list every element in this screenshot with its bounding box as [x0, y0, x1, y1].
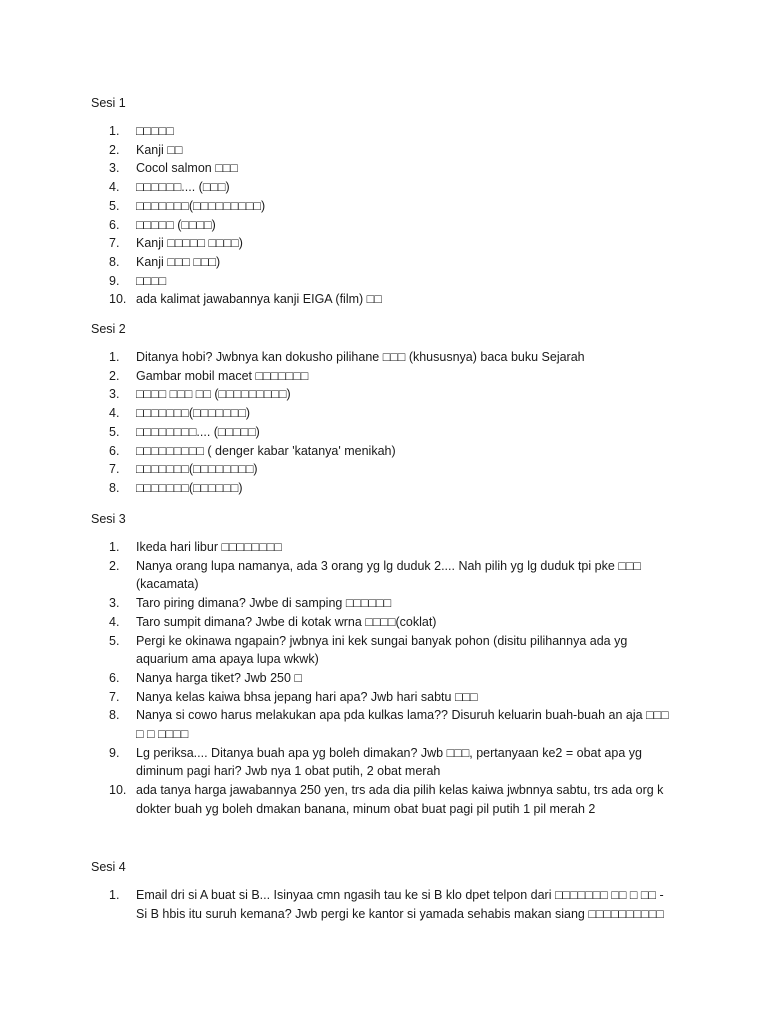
item-number: 1.: [109, 350, 120, 364]
item-text: ada kalimat jawabannya kanji EIGA (film) □□: [136, 292, 382, 307]
list-item: [0, 594, 676, 613]
item-text: Gambar mobil macet □□□□□□□: [136, 368, 309, 383]
item-number: 1.: [109, 888, 120, 902]
item-text: Email dri si A buat si B... Isinyaa cmn ngasih tau ke si B klo dpet telpon dari □□□□□□□ □□ □ □□ - Si B hbis itu suruh kemana? Jwb pergi ke kantor si yamada sehabis makan siang □□□□□□□□□□: [136, 888, 664, 921]
item-number: 2.: [109, 558, 120, 573]
question-list-sesi-3: [0, 538, 676, 819]
item-text: ada tanya harga jawabannya 250 yen, trs ada dia pilih kelas kaiwa jwbnnya sabtu, trs ada org k dokter buah yg boleh dmakan banana, minum obat buat pagi pil putih 1 pil merah 2: [136, 783, 664, 816]
list-item: [0, 538, 676, 557]
list-item: [0, 141, 676, 160]
question-list-sesi-2: [0, 348, 676, 498]
list-item: [0, 348, 676, 367]
item-text: Ditanya hobi? Jwbnya kan dokusho pilihane □□□ (khususnya) baca buku Sejarah: [136, 350, 585, 364]
question-list-sesi-4: [0, 886, 676, 923]
item-text: □□□□□□.... (□□□): [136, 180, 230, 195]
item-number: 8.: [109, 254, 120, 269]
item-number: 8.: [109, 480, 120, 495]
item-text: Cocol salmon □□□: [136, 161, 238, 176]
item-text: Nanya orang lupa namanya, ada 3 orang yg lg duduk 2.... Nah pilih yg lg duduk tpi pke □□□ (kacamata): [136, 558, 641, 592]
list-item: [0, 159, 676, 178]
item-number: 3.: [109, 387, 120, 402]
item-number: 4.: [109, 406, 120, 421]
item-text: □□□□□: [136, 124, 174, 138]
list-item: [0, 290, 676, 309]
item-number: 7.: [109, 689, 120, 704]
section-title-sesi-2: Sesi 2: [91, 322, 126, 336]
item-number: 1.: [109, 540, 120, 554]
list-item: [0, 442, 676, 461]
item-number: 7.: [109, 236, 120, 251]
item-number: 5.: [109, 633, 120, 648]
section-title-sesi-3: Sesi 3: [91, 512, 126, 526]
list-item: [0, 744, 676, 781]
item-number: 4.: [109, 180, 120, 195]
list-item: [0, 688, 676, 707]
list-item: [0, 557, 676, 594]
item-number: 8.: [109, 708, 120, 723]
list-item: [0, 122, 676, 141]
list-item: [0, 253, 676, 272]
item-text: Nanya harga tiket? Jwb 250 □: [136, 670, 302, 685]
list-item: [0, 886, 676, 923]
list-item: [0, 781, 676, 818]
item-text: Nanya kelas kaiwa bhsa jepang hari apa? Jwb hari sabtu □□□: [136, 689, 478, 704]
item-text: □□□□□ (□□□□): [136, 217, 216, 232]
item-number: 6.: [109, 670, 120, 685]
item-text: □□□□□□□□□ ( denger kabar 'katanya' menikah): [136, 443, 396, 458]
item-text: Taro sumpit dimana? Jwbe di kotak wrna □□□□(coklat): [136, 614, 437, 629]
item-number: 1.: [109, 124, 120, 138]
item-number: 2.: [109, 368, 120, 383]
item-text: Kanji □□□ □□□): [136, 254, 221, 269]
item-text: □□□□: [136, 273, 167, 288]
item-number: 10.: [109, 292, 127, 307]
item-text: Kanji □□: [136, 142, 183, 157]
item-number: 5.: [109, 424, 120, 439]
list-item: [0, 234, 676, 253]
item-text: □□□□□□□(□□□□□□): [136, 480, 243, 495]
item-number: 3.: [109, 161, 120, 176]
item-text: □□□□□□□(□□□□□□□): [136, 406, 251, 421]
item-text: Nanya si cowo harus melakukan apa pda kulkas lama?? Disuruh keluarin buah-buah an aja □□□ □ □ □□□□: [136, 708, 669, 742]
list-item: [0, 669, 676, 688]
item-number: 10.: [109, 783, 127, 798]
item-number: 9.: [109, 273, 120, 288]
list-item: [0, 613, 676, 632]
list-item: [0, 460, 676, 479]
item-text: Ikeda hari libur □□□□□□□□: [136, 540, 282, 554]
list-item: [0, 367, 676, 386]
question-list-sesi-1: [0, 122, 676, 309]
item-number: 2.: [109, 142, 120, 157]
list-item: [0, 479, 676, 498]
item-text: Lg periksa.... Ditanya buah apa yg boleh dimakan? Jwb □□□, pertanyaan ke2 = obat apa yg diminum pagi hari? Jwb nya 1 obat putih, 2 obat merah: [136, 745, 642, 779]
item-text: Pergi ke okinawa ngapain? jwbnya ini kek sungai banyak pohon (disitu pilihannya ada yg aquarium ama apaya lupa wkwk): [136, 633, 628, 667]
item-number: 9.: [109, 745, 120, 760]
list-item: [0, 197, 676, 216]
item-number: 3.: [109, 596, 120, 611]
item-text: □□□□□□□(□□□□□□□□): [136, 462, 258, 477]
list-item: [0, 706, 676, 743]
list-item: [0, 404, 676, 423]
item-number: 7.: [109, 462, 120, 477]
list-item: [0, 423, 676, 442]
list-item: [0, 385, 676, 404]
section-title-sesi-1: Sesi 1: [91, 96, 126, 110]
list-item: [0, 272, 676, 291]
item-number: 6.: [109, 443, 120, 458]
list-item: [0, 216, 676, 235]
item-number: 4.: [109, 614, 120, 629]
item-text: □□□□□□□(□□□□□□□□□): [136, 198, 266, 213]
item-number: 6.: [109, 217, 120, 232]
list-item: [0, 178, 676, 197]
item-number: 5.: [109, 198, 120, 213]
list-item: [0, 632, 676, 669]
section-title-sesi-4: Sesi 4: [91, 860, 126, 874]
item-text: Kanji □□□□□ □□□□): [136, 236, 243, 251]
item-text: □□□□□□□□.... (□□□□□): [136, 424, 260, 439]
item-text: □□□□ □□□ □□ (□□□□□□□□□): [136, 387, 291, 402]
item-text: Taro piring dimana? Jwbe di samping □□□□□□: [136, 596, 392, 611]
